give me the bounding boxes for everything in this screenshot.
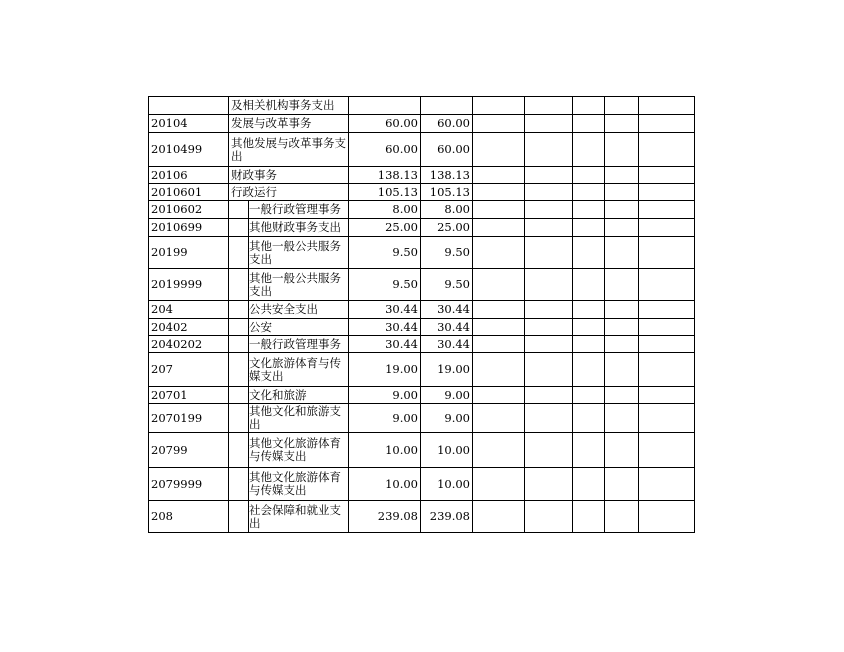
- cell-empty: [573, 319, 605, 336]
- cell-empty: [573, 201, 605, 219]
- cell-empty: [639, 97, 695, 115]
- cell-amount-total: 10.00: [349, 468, 421, 501]
- cell-amount-basic: 30.44: [421, 336, 473, 353]
- cell-amount-basic: 10.00: [421, 468, 473, 501]
- cell-empty: [605, 353, 639, 387]
- table-row: [149, 167, 695, 184]
- cell-empty: [525, 433, 573, 468]
- cell-code: 2070199: [149, 404, 229, 433]
- cell-empty: [605, 336, 639, 353]
- cell-name: 公安: [249, 319, 349, 336]
- cell-empty: [639, 269, 695, 301]
- cell-name: 一般行政管理事务: [249, 336, 349, 353]
- cell-empty: [573, 336, 605, 353]
- cell-indent-spacer: [229, 501, 249, 533]
- cell-code: 20106: [149, 167, 229, 184]
- cell-empty: [605, 404, 639, 433]
- cell-empty: [639, 353, 695, 387]
- cell-name: 其他文化旅游体育与传媒支出: [249, 468, 349, 501]
- cell-amount-basic: 9.50: [421, 269, 473, 301]
- cell-empty: [639, 167, 695, 184]
- cell-empty: [605, 433, 639, 468]
- cell-empty: [639, 133, 695, 167]
- budget-table: [148, 96, 695, 533]
- cell-empty: [605, 269, 639, 301]
- cell-empty: [525, 387, 573, 404]
- cell-amount-total: 138.13: [349, 167, 421, 184]
- cell-empty: [525, 404, 573, 433]
- table-row: [149, 336, 695, 353]
- cell-indent-spacer: [229, 219, 249, 237]
- cell-empty: [605, 184, 639, 201]
- cell-empty: [525, 336, 573, 353]
- cell-indent-spacer: [229, 237, 249, 269]
- cell-indent-spacer: [229, 433, 249, 468]
- cell-code: 2010699: [149, 219, 229, 237]
- table-row: [149, 219, 695, 237]
- table-row: [149, 237, 695, 269]
- cell-code: [149, 97, 229, 115]
- table-row: [149, 115, 695, 133]
- cell-name: 社会保障和就业支出: [249, 501, 349, 533]
- table-row: [149, 319, 695, 336]
- cell-code: 20799: [149, 433, 229, 468]
- cell-amount-basic: 19.00: [421, 353, 473, 387]
- cell-amount-total: 8.00: [349, 201, 421, 219]
- cell-amount-basic: 8.00: [421, 201, 473, 219]
- table-row: [149, 133, 695, 167]
- cell-amount-total: 10.00: [349, 433, 421, 468]
- cell-empty: [573, 468, 605, 501]
- cell-name: 其他财政事务支出: [249, 219, 349, 237]
- cell-empty: [473, 219, 525, 237]
- cell-name: 其他文化旅游体育与传媒支出: [249, 433, 349, 468]
- cell-code: 20104: [149, 115, 229, 133]
- table-row: [149, 184, 695, 201]
- cell-empty: [639, 201, 695, 219]
- cell-empty: [605, 115, 639, 133]
- cell-empty: [639, 433, 695, 468]
- cell-amount-basic: [421, 97, 473, 115]
- cell-empty: [525, 184, 573, 201]
- cell-empty: [639, 387, 695, 404]
- cell-empty: [473, 167, 525, 184]
- cell-empty: [605, 468, 639, 501]
- cell-empty: [473, 269, 525, 301]
- table-body: [149, 97, 695, 533]
- cell-name: 其他一般公共服务支出: [249, 237, 349, 269]
- cell-empty: [525, 97, 573, 115]
- cell-indent-spacer: [229, 269, 249, 301]
- cell-amount-total: 30.44: [349, 336, 421, 353]
- cell-amount-total: 60.00: [349, 133, 421, 167]
- cell-empty: [639, 301, 695, 319]
- cell-amount-basic: 105.13: [421, 184, 473, 201]
- cell-amount-basic: 60.00: [421, 115, 473, 133]
- cell-code: 208: [149, 501, 229, 533]
- cell-amount-total: 30.44: [349, 319, 421, 336]
- cell-empty: [605, 301, 639, 319]
- cell-empty: [605, 167, 639, 184]
- cell-empty: [573, 133, 605, 167]
- cell-empty: [525, 468, 573, 501]
- cell-name: 发展与改革事务: [229, 115, 349, 133]
- cell-amount-total: 239.08: [349, 501, 421, 533]
- cell-empty: [605, 501, 639, 533]
- cell-amount-total: 19.00: [349, 353, 421, 387]
- cell-empty: [639, 184, 695, 201]
- table-row: [149, 269, 695, 301]
- cell-empty: [525, 353, 573, 387]
- cell-empty: [473, 433, 525, 468]
- cell-empty: [525, 133, 573, 167]
- table-row: [149, 387, 695, 404]
- cell-code: 2040202: [149, 336, 229, 353]
- cell-code: 2079999: [149, 468, 229, 501]
- cell-empty: [525, 269, 573, 301]
- cell-empty: [525, 167, 573, 184]
- cell-empty: [605, 319, 639, 336]
- cell-empty: [473, 115, 525, 133]
- cell-empty: [605, 201, 639, 219]
- cell-amount-total: 9.50: [349, 237, 421, 269]
- table-row: [149, 301, 695, 319]
- cell-empty: [525, 501, 573, 533]
- cell-empty: [473, 501, 525, 533]
- cell-empty: [525, 219, 573, 237]
- cell-amount-total: 9.00: [349, 387, 421, 404]
- table-row: [149, 353, 695, 387]
- cell-name: 其他一般公共服务支出: [249, 269, 349, 301]
- cell-name: 及相关机构事务支出: [229, 97, 349, 115]
- cell-code: 2010601: [149, 184, 229, 201]
- cell-empty: [473, 387, 525, 404]
- cell-amount-basic: 30.44: [421, 301, 473, 319]
- cell-empty: [573, 501, 605, 533]
- cell-amount-basic: 10.00: [421, 433, 473, 468]
- cell-empty: [639, 336, 695, 353]
- cell-empty: [473, 201, 525, 219]
- cell-empty: [605, 237, 639, 269]
- cell-indent-spacer: [229, 201, 249, 219]
- cell-amount-total: 25.00: [349, 219, 421, 237]
- cell-name: 其他发展与改革事务支出: [229, 133, 349, 167]
- cell-amount-total: 9.00: [349, 404, 421, 433]
- cell-empty: [605, 133, 639, 167]
- cell-empty: [473, 404, 525, 433]
- cell-empty: [573, 115, 605, 133]
- cell-empty: [473, 468, 525, 501]
- cell-empty: [639, 468, 695, 501]
- cell-empty: [605, 97, 639, 115]
- cell-empty: [473, 336, 525, 353]
- cell-empty: [639, 404, 695, 433]
- cell-amount-total: 9.50: [349, 269, 421, 301]
- cell-empty: [473, 184, 525, 201]
- cell-code: 20199: [149, 237, 229, 269]
- cell-empty: [639, 115, 695, 133]
- cell-empty: [573, 167, 605, 184]
- cell-indent-spacer: [229, 468, 249, 501]
- cell-name: 文化和旅游: [249, 387, 349, 404]
- cell-empty: [473, 319, 525, 336]
- cell-name: 行政运行: [229, 184, 349, 201]
- cell-code: 2019999: [149, 269, 229, 301]
- cell-empty: [639, 319, 695, 336]
- cell-amount-total: [349, 97, 421, 115]
- cell-empty: [473, 133, 525, 167]
- cell-code: 207: [149, 353, 229, 387]
- cell-empty: [573, 433, 605, 468]
- cell-code: 204: [149, 301, 229, 319]
- cell-indent-spacer: [229, 319, 249, 336]
- cell-empty: [573, 404, 605, 433]
- table-row: [149, 404, 695, 433]
- cell-empty: [473, 237, 525, 269]
- cell-amount-total: 105.13: [349, 184, 421, 201]
- cell-amount-basic: 239.08: [421, 501, 473, 533]
- cell-indent-spacer: [229, 387, 249, 404]
- cell-name: 其他文化和旅游支出: [249, 404, 349, 433]
- cell-empty: [573, 301, 605, 319]
- cell-amount-basic: 9.00: [421, 387, 473, 404]
- cell-code: 20402: [149, 319, 229, 336]
- cell-indent-spacer: [229, 301, 249, 319]
- cell-empty: [573, 353, 605, 387]
- cell-amount-basic: 9.50: [421, 237, 473, 269]
- cell-code: 2010499: [149, 133, 229, 167]
- cell-amount-total: 30.44: [349, 301, 421, 319]
- cell-empty: [525, 201, 573, 219]
- cell-code: 2010602: [149, 201, 229, 219]
- table-row: [149, 201, 695, 219]
- cell-amount-basic: 25.00: [421, 219, 473, 237]
- cell-empty: [525, 237, 573, 269]
- table-row: [149, 433, 695, 468]
- cell-empty: [525, 115, 573, 133]
- cell-empty: [573, 219, 605, 237]
- cell-code: 20701: [149, 387, 229, 404]
- table-row: [149, 97, 695, 115]
- cell-empty: [573, 97, 605, 115]
- cell-empty: [473, 97, 525, 115]
- cell-indent-spacer: [229, 353, 249, 387]
- cell-amount-basic: 30.44: [421, 319, 473, 336]
- cell-amount-total: 60.00: [349, 115, 421, 133]
- cell-name: 文化旅游体育与传媒支出: [249, 353, 349, 387]
- cell-amount-basic: 60.00: [421, 133, 473, 167]
- table-row: [149, 468, 695, 501]
- cell-empty: [573, 184, 605, 201]
- cell-empty: [639, 501, 695, 533]
- cell-empty: [573, 237, 605, 269]
- table-row: [149, 501, 695, 533]
- cell-empty: [573, 387, 605, 404]
- cell-empty: [639, 237, 695, 269]
- cell-empty: [473, 301, 525, 319]
- cell-empty: [605, 387, 639, 404]
- cell-amount-basic: 138.13: [421, 167, 473, 184]
- cell-empty: [525, 319, 573, 336]
- cell-name: 公共安全支出: [249, 301, 349, 319]
- cell-empty: [525, 301, 573, 319]
- cell-empty: [473, 353, 525, 387]
- cell-empty: [639, 219, 695, 237]
- cell-amount-basic: 9.00: [421, 404, 473, 433]
- cell-name: 财政事务: [229, 167, 349, 184]
- cell-indent-spacer: [229, 336, 249, 353]
- cell-empty: [605, 219, 639, 237]
- cell-name: 一般行政管理事务: [249, 201, 349, 219]
- cell-empty: [573, 269, 605, 301]
- cell-indent-spacer: [229, 404, 249, 433]
